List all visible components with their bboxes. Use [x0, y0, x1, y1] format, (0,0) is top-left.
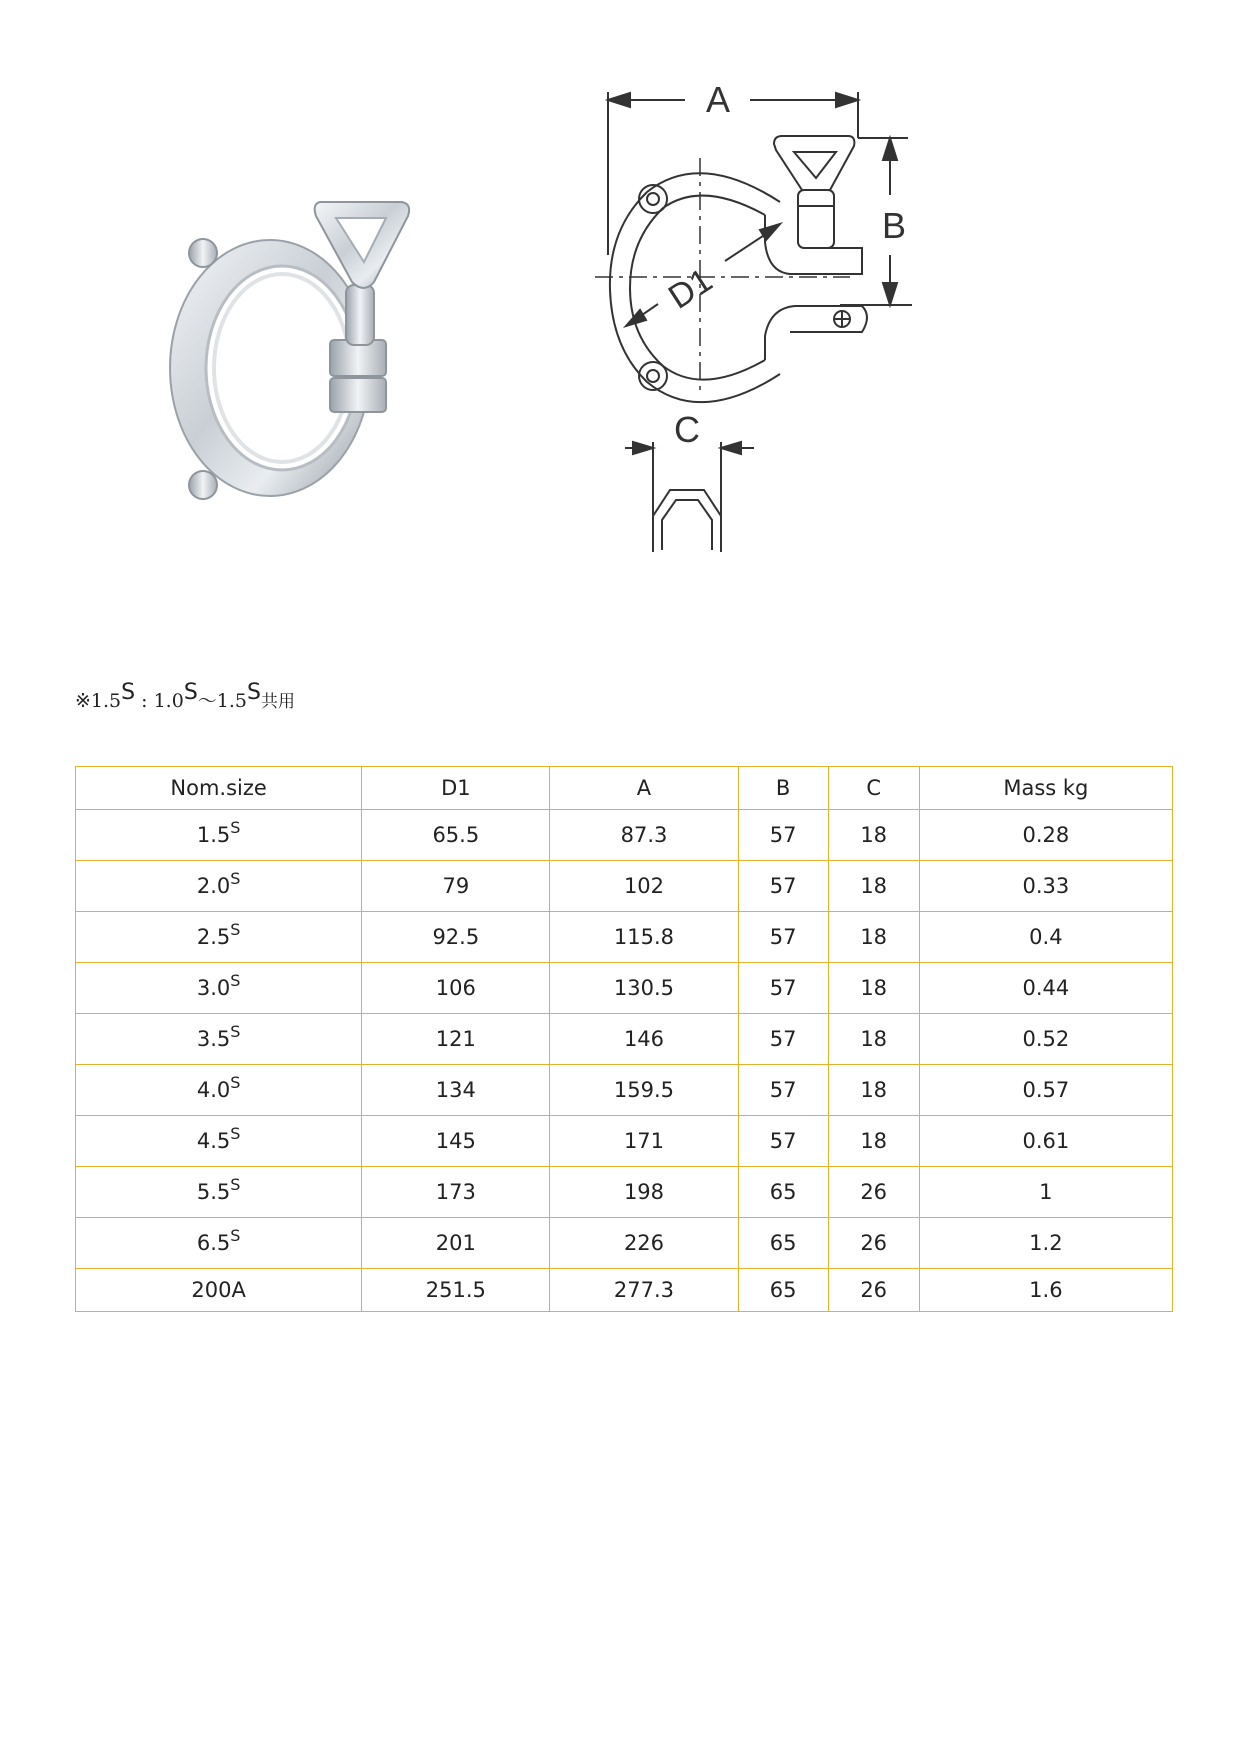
header-a: A — [550, 767, 738, 810]
cell-size: 200A — [76, 1269, 362, 1312]
table-row — [76, 1065, 1173, 1116]
cell-mass: 1.6 — [919, 1269, 1172, 1312]
cell-b: 65 — [738, 1269, 828, 1312]
note-superscript-2: S — [183, 680, 198, 705]
cell-b: 57 — [738, 963, 828, 1014]
cell-a: 87.3 — [550, 810, 738, 861]
cell-b: 57 — [738, 1014, 828, 1065]
cell-d1: 173 — [362, 1167, 550, 1218]
cell-size: $4.5^S$ — [76, 1116, 362, 1167]
cell-mass: 0.61 — [919, 1116, 1172, 1167]
note-suffix: 共用 — [260, 692, 295, 712]
cell-d1: 65.5 — [362, 810, 550, 861]
cell-size: $3.0^S$ — [76, 963, 362, 1014]
cell-d1: 79 — [362, 861, 550, 912]
table-row — [76, 1116, 1173, 1167]
cell-d1: 201 — [362, 1218, 550, 1269]
header-c: C — [828, 767, 919, 810]
note-tilde: ～ — [197, 690, 217, 712]
cell-d1: 251.5 — [362, 1269, 550, 1312]
cell-size: $4.0^S$ — [76, 1065, 362, 1116]
label-b: B — [881, 205, 907, 246]
cell-mass: 1 — [919, 1167, 1172, 1218]
cell-a: 159.5 — [550, 1065, 738, 1116]
cell-size: $6.5^S$ — [76, 1218, 362, 1269]
cell-size: $5.5^S$ — [76, 1167, 362, 1218]
table-row — [76, 1269, 1173, 1312]
label-a: A — [705, 80, 731, 120]
cell-c: 18 — [828, 861, 919, 912]
cell-a: 277.3 — [550, 1269, 738, 1312]
cell-a: 198 — [550, 1167, 738, 1218]
cell-b: 57 — [738, 810, 828, 861]
cell-mass: 0.33 — [919, 861, 1172, 912]
compatibility-note — [75, 680, 295, 713]
clamp-photo — [150, 190, 450, 530]
cell-c: 18 — [828, 1065, 919, 1116]
note-superscript-3: S — [247, 680, 261, 705]
header-d1: D1 — [362, 767, 550, 810]
cell-a: 171 — [550, 1116, 738, 1167]
cell-size: $2.5^S$ — [76, 912, 362, 963]
table-row — [76, 861, 1173, 912]
dimension-drawing — [590, 80, 950, 620]
cell-a: 146 — [550, 1014, 738, 1065]
cell-size: $1.5^S$ — [76, 810, 362, 861]
note-colon: : — [135, 690, 154, 712]
note-size-2: 1.0 — [153, 690, 184, 712]
label-d1: D1 — [661, 261, 720, 317]
header-b: B — [738, 767, 828, 810]
cell-size: $3.5^S$ — [76, 1014, 362, 1065]
note-mark: ※ — [75, 690, 91, 712]
cell-b: 65 — [738, 1218, 828, 1269]
cell-c: 26 — [828, 1167, 919, 1218]
label-c: C — [674, 409, 700, 450]
cell-c: 18 — [828, 1014, 919, 1065]
table-row — [76, 912, 1173, 963]
header-nom-size: Nom.size — [76, 767, 362, 810]
cell-mass: 0.52 — [919, 1014, 1172, 1065]
cell-mass: 0.44 — [919, 963, 1172, 1014]
cell-a: 102 — [550, 861, 738, 912]
cell-d1: 145 — [362, 1116, 550, 1167]
cell-a: 226 — [550, 1218, 738, 1269]
cell-d1: 106 — [362, 963, 550, 1014]
cell-d1: 121 — [362, 1014, 550, 1065]
table-row — [76, 1014, 1173, 1065]
cell-mass: 1.2 — [919, 1218, 1172, 1269]
cell-b: 57 — [738, 1116, 828, 1167]
cell-d1: 134 — [362, 1065, 550, 1116]
cell-a: 130.5 — [550, 963, 738, 1014]
table-row — [76, 963, 1173, 1014]
cell-c: 26 — [828, 1269, 919, 1312]
cell-b: 57 — [738, 912, 828, 963]
cell-size: $2.0^S$ — [76, 861, 362, 912]
cell-mass: 0.28 — [919, 810, 1172, 861]
table-header-row — [76, 767, 1173, 810]
table-row — [76, 1167, 1173, 1218]
note-size-1: 1.5 — [90, 690, 122, 712]
cell-mass: 0.4 — [919, 912, 1172, 963]
cell-c: 18 — [828, 810, 919, 861]
cell-a: 115.8 — [550, 912, 738, 963]
note-size-3: 1.5 — [216, 690, 248, 712]
cell-c: 18 — [828, 1116, 919, 1167]
table-row — [76, 1218, 1173, 1269]
cell-b: 65 — [738, 1167, 828, 1218]
cell-c: 18 — [828, 912, 919, 963]
cell-mass: 0.57 — [919, 1065, 1172, 1116]
cell-d1: 92.5 — [362, 912, 550, 963]
cell-b: 57 — [738, 1065, 828, 1116]
header-mass: Mass kg — [919, 767, 1172, 810]
note-superscript-1: S — [121, 680, 136, 705]
table-row — [76, 810, 1173, 861]
cell-c: 18 — [828, 963, 919, 1014]
spec-table — [75, 766, 1173, 1312]
cell-b: 57 — [738, 861, 828, 912]
cell-c: 26 — [828, 1218, 919, 1269]
